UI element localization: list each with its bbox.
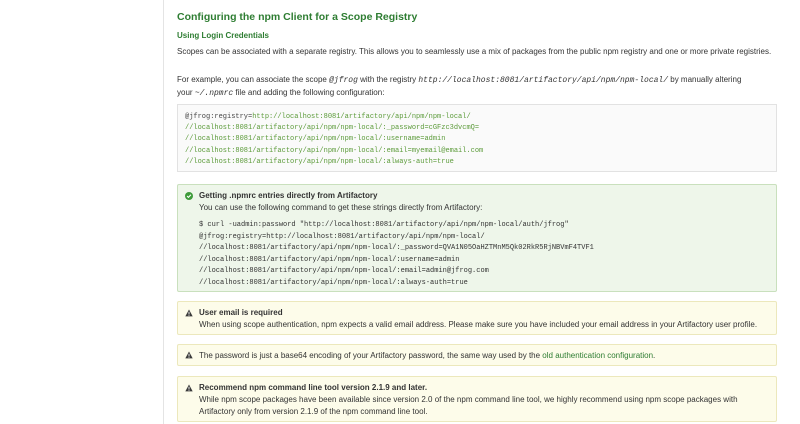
check-circle-icon	[185, 192, 193, 200]
email-required-warning	[177, 301, 777, 335]
code-line: //localhost:8081/artifactory/api/npm/npm-local/:always-auth=true	[185, 157, 454, 166]
note-body: When using scope authentication, npm expects a valid email address. Please make sure you have included your email address in your Artifactory user profile.	[199, 320, 758, 329]
subsection-heading: Using Login Credentials	[177, 31, 270, 40]
registry-url-code: http://localhost:8081/artifactory/api/npm/npm-local/	[418, 76, 669, 85]
scope-code: @jfrog	[329, 76, 358, 85]
success-note	[177, 184, 777, 292]
warning-icon	[185, 351, 193, 359]
example-paragraph	[177, 74, 780, 100]
note-body: While npm scope packages have been available since version 2.0 of the npm command line tool, we highly recommend using npm scope packages with Artifactory only from version 2.1.9 of the npm command line tool.	[199, 395, 738, 416]
code-line: //localhost:8081/artifactory/api/npm/npm-local/:_password=QVA1N05OaHZTMnM5Qk02RkR5RjNBVmF4TVF1	[199, 244, 594, 253]
code-line: @jfrog:registry=http://localhost:8081/artifactory/api/npm/npm-local/	[199, 232, 485, 241]
npm-version-warning	[177, 376, 777, 422]
password-encoding-warning	[177, 344, 777, 366]
code-line: $ curl -uadmin:password "http://localhost:8081/artifactory/api/npm/npm-local/auth/jfrog"	[199, 221, 569, 229]
note-title: Recommend npm command line tool version 2.1.9 and later.	[199, 383, 428, 392]
code-line: //localhost:8081/artifactory/api/npm/npm-local/:email=myemail@email.com	[185, 146, 484, 155]
note-body: The password is just a base64 encoding of your Artifactory password, the same way used by the old authentication configuration.	[199, 351, 656, 360]
note-body: You can use the following command to get these strings directly from Artifactory:	[199, 203, 483, 212]
section-heading: Configuring the npm Client for a Scope Registry	[177, 11, 418, 23]
scopes-paragraph: Scopes can be associated with a separate registry. This allows you to seamlessly use a mix of packages from the public npm registry and one or more private registries.	[177, 47, 772, 56]
warning-icon	[185, 384, 193, 392]
npmrc-config-codeblock[interactable]	[177, 104, 777, 172]
code-line: //localhost:8081/artifactory/api/npm/npm-local/:username=admin	[185, 135, 446, 144]
note-title: User email is required	[199, 308, 283, 317]
example-text: For example, you can associate the scope	[177, 75, 330, 84]
example-text: with the registry	[357, 75, 419, 84]
curl-command-codeblock[interactable]	[199, 220, 594, 290]
sidebar-divider	[163, 0, 164, 424]
example-text: your	[177, 88, 195, 97]
old-auth-config-link[interactable]: old authentication configuration	[542, 351, 654, 360]
code-line: @jfrog:registry=http://localhost:8081/artifactory/api/npm/npm-local/	[185, 113, 471, 121]
code-line: //localhost:8081/artifactory/api/npm/npm-local/:email=admin@jfrog.com	[199, 267, 489, 276]
code-line: //localhost:8081/artifactory/api/npm/npm-local/:always-auth=true	[199, 278, 468, 287]
note-title: Getting .npmrc entries directly from Artifactory	[199, 191, 378, 200]
example-text: file and adding the following configuration:	[233, 88, 385, 97]
npmrc-file-code: ~/.npmrc	[194, 89, 234, 98]
warning-icon	[185, 309, 193, 317]
code-line: //localhost:8081/artifactory/api/npm/npm-local/:username=admin	[199, 255, 460, 264]
example-line-1	[177, 75, 741, 84]
example-text: by manually altering	[668, 75, 742, 84]
code-line: //localhost:8081/artifactory/api/npm/npm-local/:_password=cGFzc3dvcmQ=	[185, 124, 480, 133]
